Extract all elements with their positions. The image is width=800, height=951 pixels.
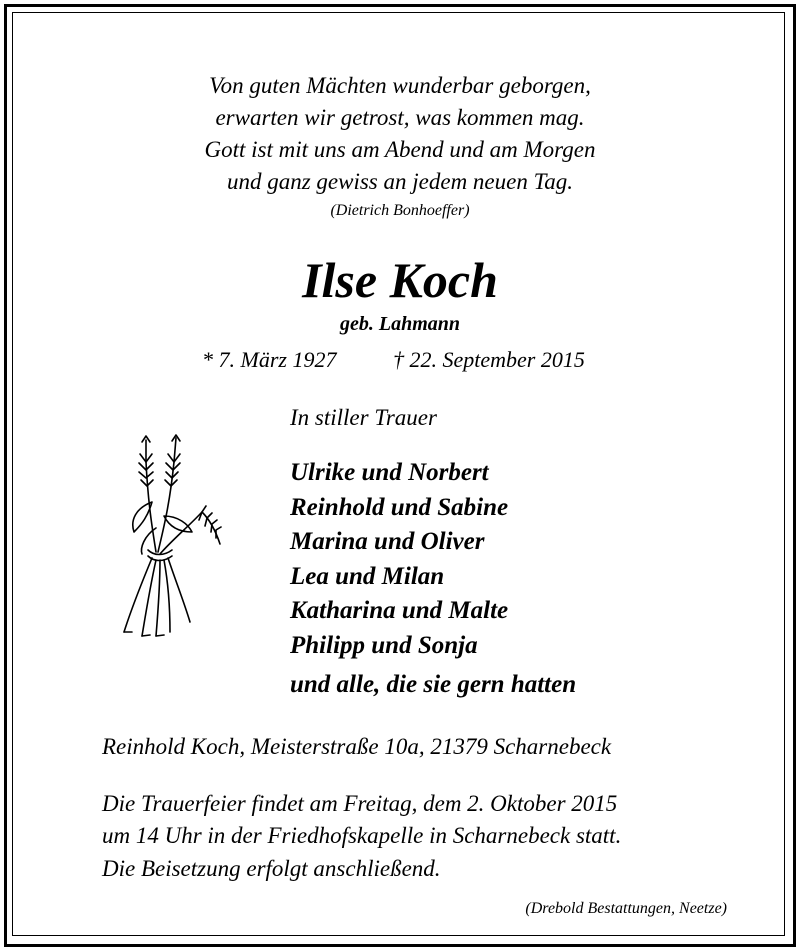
poem-author: (Dietrich Bonhoeffer) — [330, 202, 470, 219]
poem-line: und ganz gewiss an jedem neuen Tag. — [226, 169, 574, 194]
mourner-item: Reinhold und Sabine — [290, 493, 509, 521]
mourners-others: und alle, die sie gern hatten — [290, 671, 577, 698]
poem — [0, 70, 800, 198]
family-address: Reinhold Koch, Meisterstraße 10a, 21379 Scharnebeck — [102, 734, 612, 759]
poem-line: Gott ist mit uns am Abend und am Morgen — [204, 137, 596, 162]
mourner-item: Philipp und Sonja — [290, 631, 478, 659]
wheat-bundle-icon — [112, 432, 224, 640]
poem-line: Von guten Mächten wunderbar geborgen, — [209, 73, 591, 98]
funeral-line: Die Trauerfeier findet am Freitag, dem 2. Oktober 2015 — [102, 791, 618, 816]
funeral-info — [102, 788, 621, 852]
poem-line: erwarten wir getrost, was kommen mag. — [215, 105, 585, 130]
birth-date: * 7. März 1927 — [202, 347, 337, 372]
maiden-name: geb. Lahmann — [339, 313, 461, 335]
death-date: † 22. September 2015 — [393, 347, 585, 372]
deceased-name: Ilse Koch — [302, 252, 498, 308]
burial-info: Die Beisetzung erfolgt anschließend. — [102, 856, 441, 881]
mourning-intro: In stiller Trauer — [290, 405, 437, 430]
mourner-item: Lea und Milan — [290, 562, 445, 590]
mourner-item: Ulrike und Norbert — [290, 459, 489, 486]
mourners-list — [290, 456, 508, 663]
funeral-line: um 14 Uhr in der Friedhofskapelle in Scharnebeck statt. — [102, 823, 622, 848]
undertaker-credit: (Drebold Bestattungen, Neetze) — [525, 900, 727, 917]
mourner-item: Marina und Oliver — [290, 528, 485, 555]
mourner-item: Katharina und Malte — [290, 597, 509, 624]
